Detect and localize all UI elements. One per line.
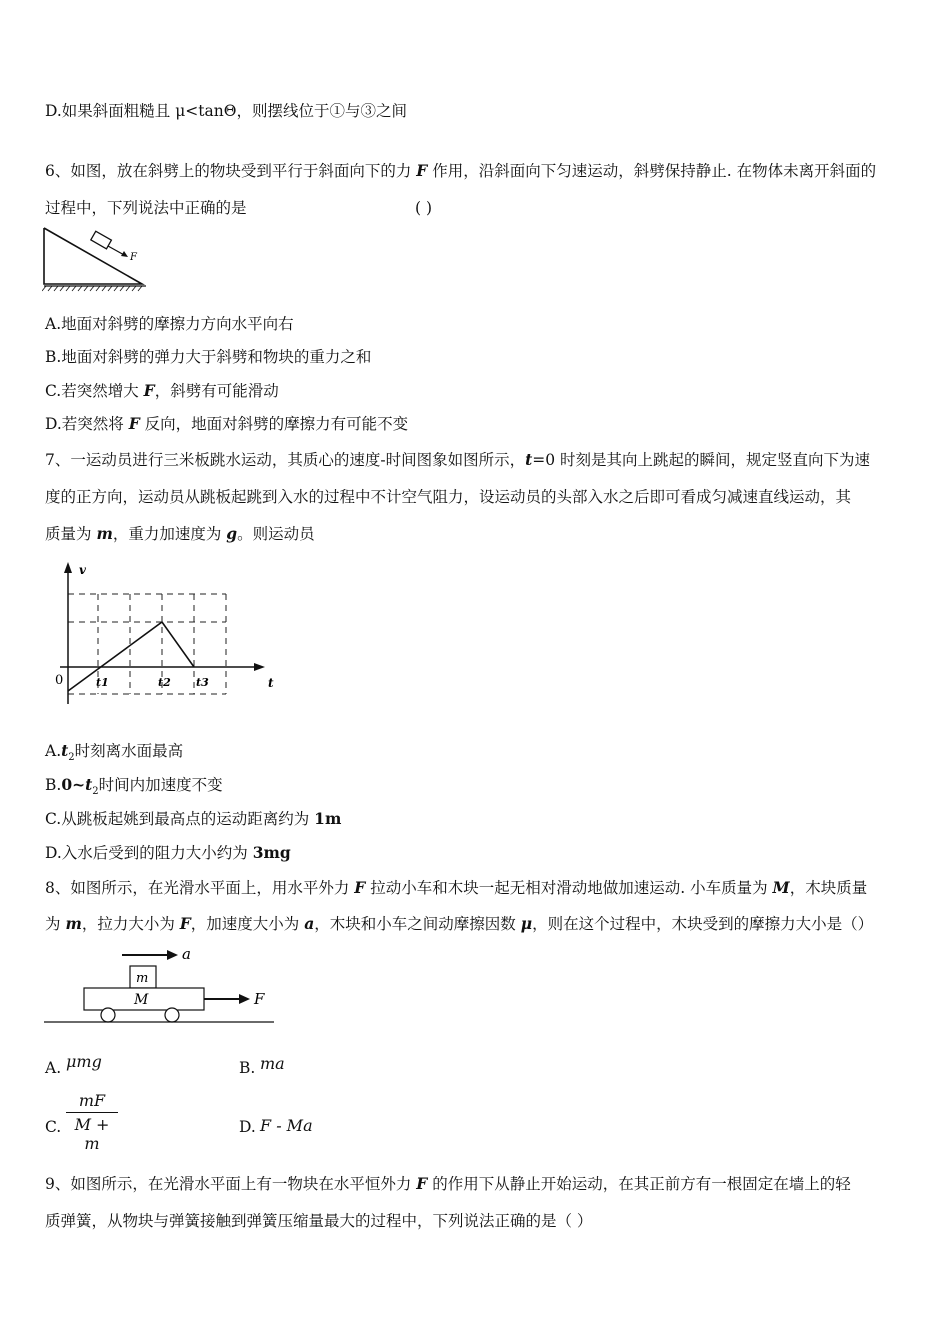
q7-stem-line1: 7、一运动员进行三米板跳水运动，其质心的速度-时间图象如图所示，t=0 时刻是其向上跳起的瞬间，规定竖直向下为速 — [45, 450, 871, 469]
q6-option-a: A.地面对斜劈的摩擦力方向水平向右 — [45, 315, 294, 333]
q7-option-d: D.入水后受到的阻力大小约为 3mg — [45, 843, 291, 862]
fraction-numerator: mF — [66, 1091, 118, 1113]
q8-option-a-expr: μmg — [66, 1052, 102, 1071]
acceleration-arrow-head — [167, 950, 178, 960]
q6-option-b: B.地面对斜劈的弹力大于斜劈和物块的重力之和 — [45, 348, 372, 366]
acceleration-label: a — [182, 945, 191, 963]
t3-label: t3 — [196, 676, 209, 689]
q8-option-b-expr: ma — [260, 1054, 285, 1073]
q7-option-a: $A.t_2$时刻离水面最高 — [45, 741, 184, 764]
q5-option-d: D.如果斜面粗糙且 μ<tanΘ，则摆线位于①与③之间 — [45, 102, 407, 120]
q9-stem-line2: 质弹簧，从物块与弹簧接触到弹簧压缩量最大的过程中，下列说法正确的是（ ） — [45, 1212, 593, 1230]
t2-label: t2 — [158, 676, 171, 689]
velocity-line — [68, 622, 194, 691]
q6-option-c: C.若突然增大 F，斜劈有可能滑动 — [45, 381, 279, 400]
q8-option-a: A. — [45, 1059, 62, 1077]
v-label: v — [79, 563, 86, 577]
q7-stem-line3: 质量为 m，重力加速度为 g。则运动员 — [45, 524, 315, 543]
q8-option-d: D. — [239, 1118, 256, 1136]
q7-option-c: C.从跳板起姚到最高点的运动距离约为 1m — [45, 809, 342, 828]
wheel-right — [165, 1008, 179, 1022]
q6-option-d: D.若突然将 F 反向，地面对斜劈的摩擦力有可能不变 — [45, 414, 409, 433]
vt-graph — [50, 560, 290, 710]
block-m-label: m — [136, 971, 149, 986]
cart-M-label: M — [134, 992, 149, 1008]
force-label: F — [130, 252, 137, 263]
q8-stem-line2: 为 m，拉力大小为 F，加速度大小为 a，木块和小车之间动摩擦因数 μ，则在这个过程中，木块受到的摩擦力大小是（） — [45, 914, 874, 933]
incline-figure — [42, 226, 152, 292]
q8-option-b: B. — [239, 1059, 256, 1077]
force-arrow-head — [239, 994, 250, 1004]
t1-label: t1 — [96, 676, 109, 689]
q7-stem-line2: 度的正方向，运动员从跳板起跳到入水的过程中不计空气阻力，设运动员的头部入水之后即可看成匀减速直线运动，其 — [45, 488, 852, 506]
q8-option-c-fraction — [66, 1091, 118, 1153]
q8-stem-line1: 8、如图所示，在光滑水平面上，用水平外力 F 拉动小车和木块一起无相对滑动地做加速运动. 小车质量为 M，木块质量 — [45, 878, 868, 897]
q6-stem-line1: 6、如图，放在斜劈上的物块受到平行于斜面向下的力 F 作用，沿斜面向下匀速运动，斜劈保持静止. 在物体未离开斜面的 — [45, 161, 877, 180]
q9-stem-line1: 9、如图所示，在光滑水平面上有一物块在水平恒外力 F 的作用下从静止开始运动，在其正前方有一根固定在墙上的轻 — [45, 1174, 851, 1193]
q7-option-b: $B.0\sim t_2$时间内加速度不变 — [45, 775, 223, 798]
wheel-left — [101, 1008, 115, 1022]
q6-stem-line2: 过程中，下列说法中正确的是 ( ) — [45, 199, 433, 217]
answer-paren: ( ) — [415, 199, 433, 217]
q8-option-d-expr: F - Ma — [260, 1116, 313, 1135]
fraction-denominator: M + m — [74, 1115, 110, 1153]
force-label: F — [254, 990, 265, 1008]
t-axis-arrow — [254, 663, 265, 671]
q8-option-c: C. — [45, 1118, 62, 1136]
origin-label: 0 — [55, 673, 64, 688]
v-axis-arrow — [64, 562, 72, 573]
t-label: t — [268, 676, 274, 690]
cart-figure — [44, 942, 284, 1026]
ground-hatching — [42, 286, 142, 291]
